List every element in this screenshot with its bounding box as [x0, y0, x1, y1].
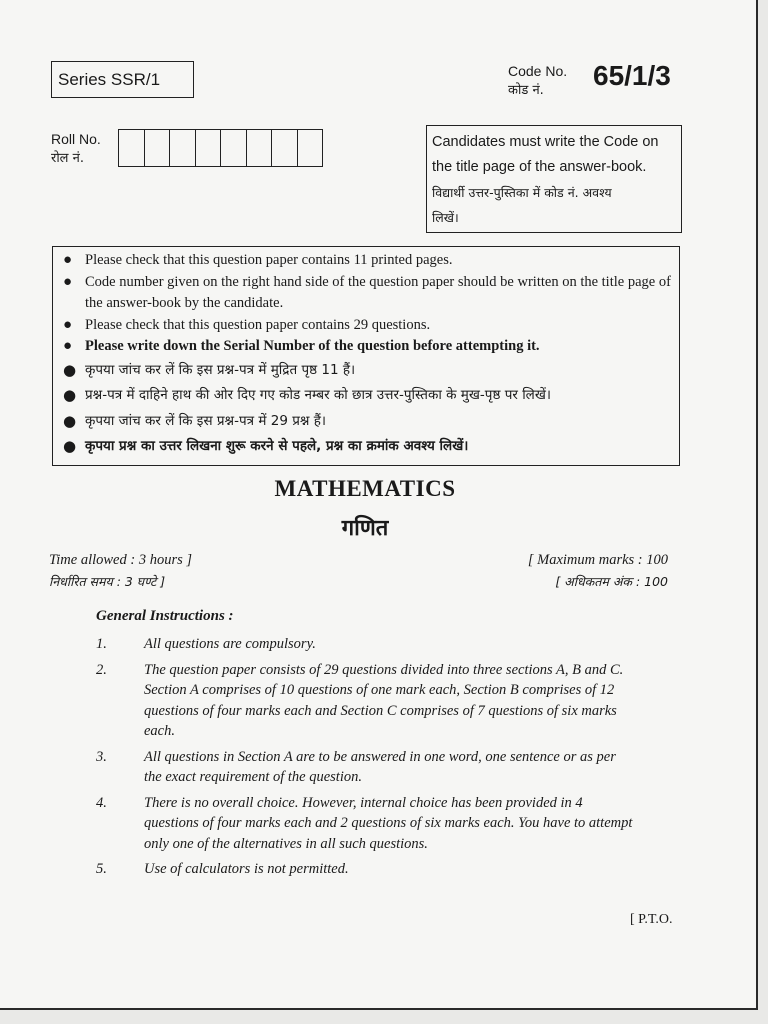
notice-line: लिखें। — [432, 210, 459, 225]
maximum-marks — [528, 549, 668, 593]
instruction-item — [96, 859, 636, 880]
roll-label-en: Roll No. — [51, 131, 101, 147]
bullet-icon: ● — [63, 437, 77, 455]
time-allowed — [49, 549, 192, 593]
checklist-item — [63, 272, 673, 315]
series-label: Series SSR/1 — [51, 61, 194, 98]
roll-label-hi: रोल नं. — [51, 151, 84, 166]
time-allowed-hi: निर्धारित समय : 3 घण्टे ] — [49, 574, 166, 589]
page-turn-over: [ P.T.O. — [630, 912, 673, 927]
code-notice-box — [426, 125, 682, 233]
roll-digit-box[interactable] — [246, 129, 273, 167]
bullet-icon: ● — [63, 411, 77, 430]
instruction-item — [96, 634, 636, 655]
code-label-en: Code No. — [508, 63, 568, 79]
roll-digit-box[interactable] — [144, 129, 171, 167]
roll-digit-box[interactable] — [195, 129, 222, 167]
checklist-item — [63, 358, 673, 384]
checklist-item — [63, 250, 673, 272]
code-label-hi: कोड नं. — [508, 83, 544, 98]
checklist-item — [63, 383, 673, 409]
maximum-marks-en: [ Maximum marks : 100 — [527, 552, 668, 568]
instruction-item — [96, 747, 636, 788]
checklist-text: कृपया जांच कर लें कि इस प्रश्न-पत्र में 29 प्रश्न हैं। — [85, 412, 327, 429]
instruction-text: All questions in Section A are to be answered in one word, one sentence or as per the exact requirement of the question. — [144, 748, 616, 785]
instruction-text: There is no overall choice. However, internal choice has been provided in 4 questions of four marks each and 2 questions of six marks each. You have to attempt only one of the alternatives in all such questions. — [144, 794, 633, 852]
bullet-icon: ● — [63, 273, 73, 290]
checklist-item — [63, 315, 673, 337]
bullet-icon: ● — [63, 386, 77, 404]
notice-line: the title page of the answer-book. — [432, 159, 647, 175]
checklist-text: Please write down the Serial Number of the question before attempting it. — [85, 338, 540, 354]
checklist-text: कृपया प्रश्न का उत्तर लिखना शुरू करने से पहले, प्रश्न का क्रमांक अवश्य लिखें। — [85, 438, 469, 454]
code-number: 65/1/3 — [593, 60, 671, 91]
checklist-text: प्रश्न-पत्र में दाहिने हाथ की ओर दिए गए कोड नम्बर को छात्र उत्तर-पुस्तिका के मुख-पृष्ठ पर लिखें। — [85, 387, 551, 403]
instruction-text: Use of calculators is not permitted. — [144, 861, 349, 877]
general-instructions-heading: General Instructions : — [96, 608, 234, 624]
checklist-text: Code number given on the right hand side of the question paper should be written on the title page of the answer-book by the candidate. — [85, 273, 671, 311]
checklist-item — [63, 409, 673, 435]
instruction-item — [96, 793, 636, 855]
instruction-number: 5. — [96, 861, 107, 877]
instruction-item — [96, 660, 636, 742]
instruction-number: 3. — [96, 748, 107, 765]
roll-number-label — [51, 129, 101, 169]
checklist-text: Please check that this question paper contains 11 printed pages. — [85, 252, 453, 268]
roll-digit-box[interactable] — [169, 129, 196, 167]
bullet-icon: ● — [63, 360, 77, 379]
checklist-item — [63, 434, 673, 460]
notice-line: विद्यार्थी उत्तर-पुस्तिका में कोड नं. अवश्य — [432, 185, 612, 200]
time-allowed-en: Time allowed : 3 hours ] — [49, 552, 192, 568]
subject-title: MATHEMATICS — [274, 476, 456, 501]
instruction-text: The question paper consists of 29 questions divided into three sections A, B and C. Section A comprises of 10 questions of one mark each, Section B comprises of 12 questions of four marks each and Section C comprises of 7 questions of six marks each. — [144, 661, 624, 739]
roll-digit-box[interactable] — [220, 129, 247, 167]
roll-digit-box[interactable] — [271, 129, 298, 167]
bullet-icon: ● — [63, 252, 73, 268]
roll-digit-box[interactable] — [118, 129, 145, 167]
instruction-number: 1. — [96, 636, 107, 652]
roll-number-boxes — [119, 129, 323, 167]
bullet-icon: ● — [63, 316, 73, 333]
instruction-number: 2. — [96, 661, 107, 678]
checklist-box — [52, 246, 680, 466]
instructions-list — [96, 634, 636, 885]
subject-title-hindi: गणित — [341, 516, 389, 541]
checklist-text: Please check that this question paper contains 29 questions. — [85, 316, 431, 333]
instruction-number: 4. — [96, 794, 107, 811]
roll-digit-box[interactable] — [297, 129, 324, 167]
notice-line: Candidates must write the Code on — [432, 134, 659, 150]
checklist-text: कृपया जांच कर लें कि इस प्रश्न-पत्र में मुद्रित पृष्ठ 11 हैं। — [85, 361, 356, 378]
checklist-item — [63, 336, 673, 358]
maximum-marks-hi: [ अधिकतम अंक : 100 — [555, 574, 668, 589]
bullet-icon: ● — [63, 338, 73, 354]
code-label — [508, 62, 567, 100]
instruction-text: All questions are compulsory. — [144, 636, 316, 652]
